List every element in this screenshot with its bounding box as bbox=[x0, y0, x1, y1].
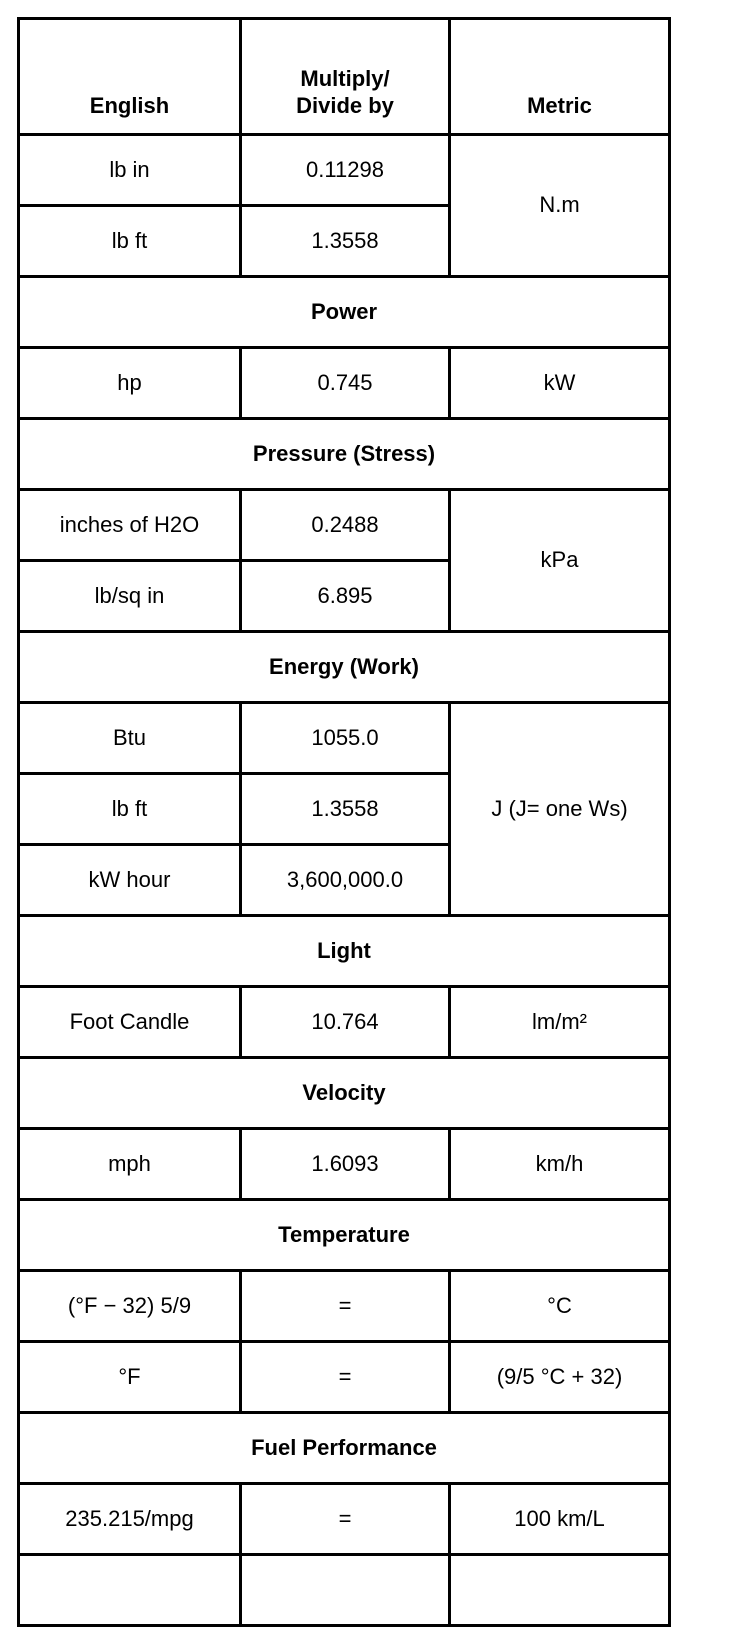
section-header-row bbox=[19, 419, 670, 490]
header-multiply-line2: Divide by bbox=[296, 92, 394, 118]
section-title-light: Light bbox=[19, 916, 670, 987]
conversion-table-container bbox=[17, 17, 668, 1627]
factor-cell: = bbox=[241, 1484, 450, 1555]
factor-cell: 3,600,000.0 bbox=[241, 845, 450, 916]
section-header-row bbox=[19, 1058, 670, 1129]
factor-cell: 1.6093 bbox=[241, 1129, 450, 1200]
table-row bbox=[19, 703, 670, 774]
metric-cell-empty bbox=[450, 1555, 670, 1626]
metric-cell: N.m bbox=[450, 135, 670, 277]
section-title-temperature: Temperature bbox=[19, 1200, 670, 1271]
english-cell: lb ft bbox=[19, 206, 241, 277]
table-row bbox=[19, 348, 670, 419]
english-cell: mph bbox=[19, 1129, 241, 1200]
factor-cell: 1.3558 bbox=[241, 774, 450, 845]
section-title-pressure: Pressure (Stress) bbox=[19, 419, 670, 490]
factor-cell: 0.745 bbox=[241, 348, 450, 419]
english-cell: hp bbox=[19, 348, 241, 419]
english-cell: 235.215/mpg bbox=[19, 1484, 241, 1555]
header-metric: Metric bbox=[450, 19, 670, 135]
english-cell: Btu bbox=[19, 703, 241, 774]
header-multiply-line1: Multiply/ bbox=[300, 66, 390, 92]
english-cell: °F bbox=[19, 1342, 241, 1413]
metric-cell: 100 km/L bbox=[450, 1484, 670, 1555]
section-header-row bbox=[19, 277, 670, 348]
english-cell: lb ft bbox=[19, 774, 241, 845]
header-multiply bbox=[241, 19, 450, 135]
factor-cell: = bbox=[241, 1342, 450, 1413]
metric-cell: lm/m² bbox=[450, 987, 670, 1058]
table-row bbox=[19, 1484, 670, 1555]
table-row bbox=[19, 1129, 670, 1200]
section-header-row bbox=[19, 1413, 670, 1484]
table-row bbox=[19, 135, 670, 206]
unit-conversion-table bbox=[17, 17, 671, 1627]
metric-cell: km/h bbox=[450, 1129, 670, 1200]
factor-cell-empty bbox=[241, 1555, 450, 1626]
factor-cell: = bbox=[241, 1271, 450, 1342]
english-cell: inches of H2O bbox=[19, 490, 241, 561]
english-cell: kW hour bbox=[19, 845, 241, 916]
section-title-energy: Energy (Work) bbox=[19, 632, 670, 703]
metric-cell: kW bbox=[450, 348, 670, 419]
metric-cell: J (J= one Ws) bbox=[450, 703, 670, 916]
table-row bbox=[19, 1342, 670, 1413]
factor-cell: 0.11298 bbox=[241, 135, 450, 206]
factor-cell: 0.2488 bbox=[241, 490, 450, 561]
section-title-velocity: Velocity bbox=[19, 1058, 670, 1129]
metric-cell: kPa bbox=[450, 490, 670, 632]
header-english: English bbox=[19, 19, 241, 135]
english-cell: lb in bbox=[19, 135, 241, 206]
section-header-row bbox=[19, 1200, 670, 1271]
english-cell: lb/sq in bbox=[19, 561, 241, 632]
section-header-row bbox=[19, 632, 670, 703]
english-cell: Foot Candle bbox=[19, 987, 241, 1058]
factor-cell: 1055.0 bbox=[241, 703, 450, 774]
factor-cell: 10.764 bbox=[241, 987, 450, 1058]
section-title-power: Power bbox=[19, 277, 670, 348]
factor-cell: 6.895 bbox=[241, 561, 450, 632]
section-title-fuel: Fuel Performance bbox=[19, 1413, 670, 1484]
table-header-row bbox=[19, 19, 670, 135]
english-cell: (°F − 32) 5/9 bbox=[19, 1271, 241, 1342]
english-cell-empty bbox=[19, 1555, 241, 1626]
table-row bbox=[19, 490, 670, 561]
page-bottom-crop bbox=[0, 1630, 736, 1646]
table-row bbox=[19, 987, 670, 1058]
table-row-partial bbox=[19, 1555, 670, 1626]
table-row bbox=[19, 1271, 670, 1342]
metric-cell: °C bbox=[450, 1271, 670, 1342]
metric-cell: (9/5 °C + 32) bbox=[450, 1342, 670, 1413]
section-header-row bbox=[19, 916, 670, 987]
factor-cell: 1.3558 bbox=[241, 206, 450, 277]
